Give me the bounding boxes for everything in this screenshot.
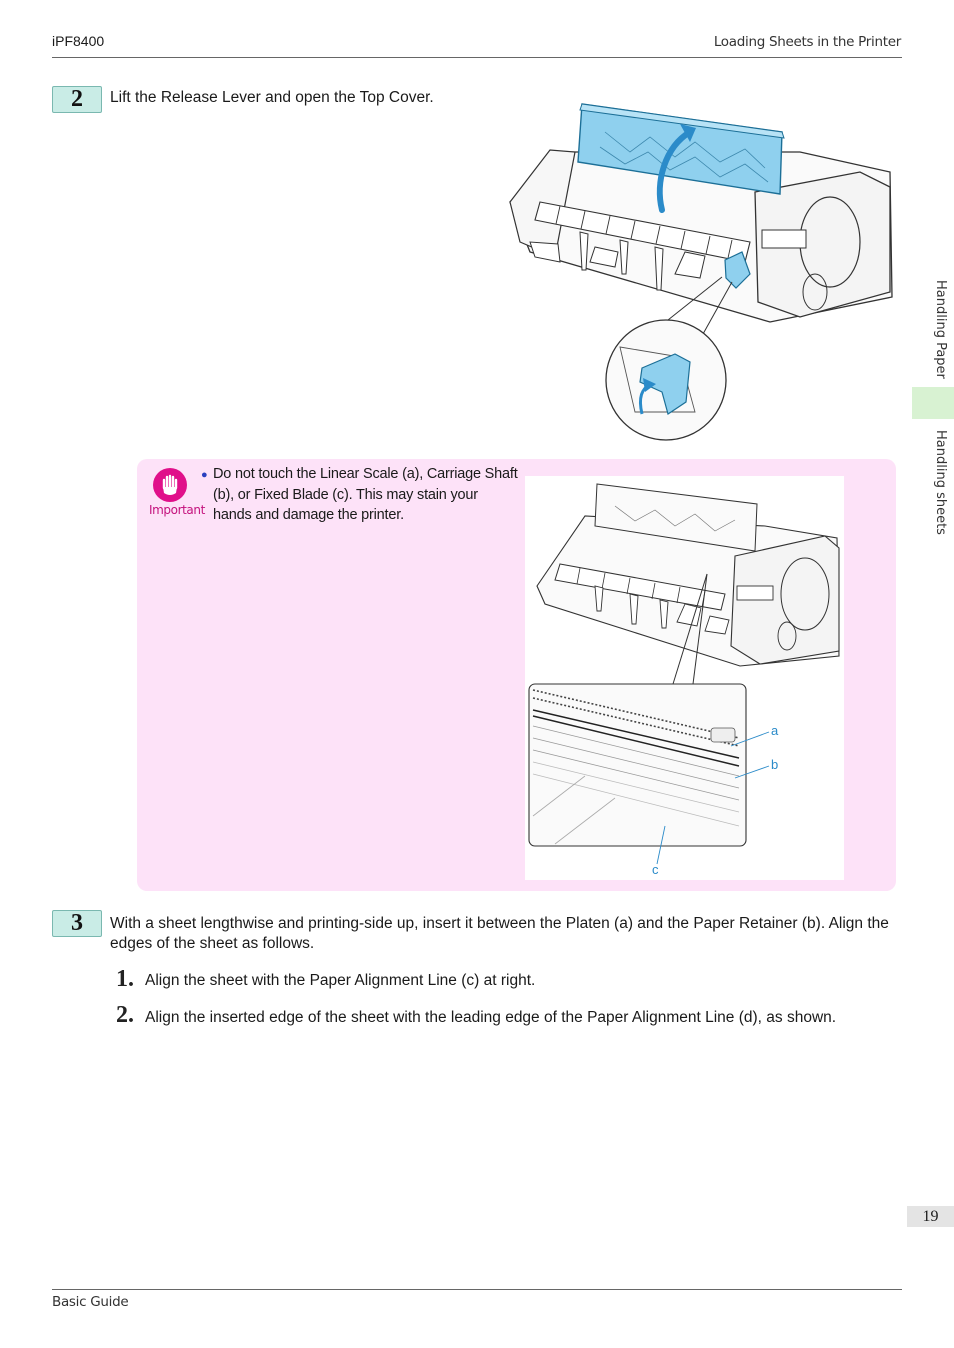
important-text: Do not touch the Linear Scale (a), Carriage Shaft (b), or Fixed Blade (c). This may stain your hands and damage the printer. xyxy=(213,466,518,523)
bullet-dot-icon: ● xyxy=(201,469,208,481)
side-tab-handling-paper[interactable]: Handling Paper xyxy=(933,280,948,379)
side-tab-active-marker xyxy=(912,387,954,419)
step-number-2: 2 xyxy=(52,86,102,113)
header-section: Loading Sheets in the Printer xyxy=(713,34,901,50)
substep-number-1: 1. xyxy=(116,966,134,992)
callout-c-label: c xyxy=(652,862,659,877)
callout-a-label: a xyxy=(771,723,779,738)
substep-2-text: Align the inserted edge of the sheet with the leading edge of the Paper Alignment Line (d), as shown. xyxy=(145,1009,837,1026)
printer-open-cover-figure xyxy=(500,92,900,444)
side-tab-handling-sheets[interactable]: Handling sheets xyxy=(933,430,948,535)
header-model: iPF8400 xyxy=(52,33,105,49)
printer-parts-figure xyxy=(525,476,844,880)
page-number: 19 xyxy=(907,1206,954,1227)
important-hand-icon xyxy=(153,468,187,502)
step-number-3: 3 xyxy=(52,910,102,937)
substep-number-2: 2. xyxy=(116,1002,134,1028)
step-2-text: Lift the Release Lever and open the Top Cover. xyxy=(110,89,434,106)
footer-divider xyxy=(52,1289,902,1290)
important-label: Important xyxy=(149,503,205,517)
substep-1-text: Align the sheet with the Paper Alignment Line (c) at right. xyxy=(145,972,536,989)
footer-guide-title: Basic Guide xyxy=(52,1294,129,1310)
important-figure-panel xyxy=(525,476,844,880)
step-3-text: With a sheet lengthwise and printing-side up, insert it between the Platen (a) and the Paper Retainer (b). Align the edges of the sheet as follows. xyxy=(110,915,889,952)
callout-b-label: b xyxy=(771,757,779,772)
header-divider xyxy=(52,57,902,58)
